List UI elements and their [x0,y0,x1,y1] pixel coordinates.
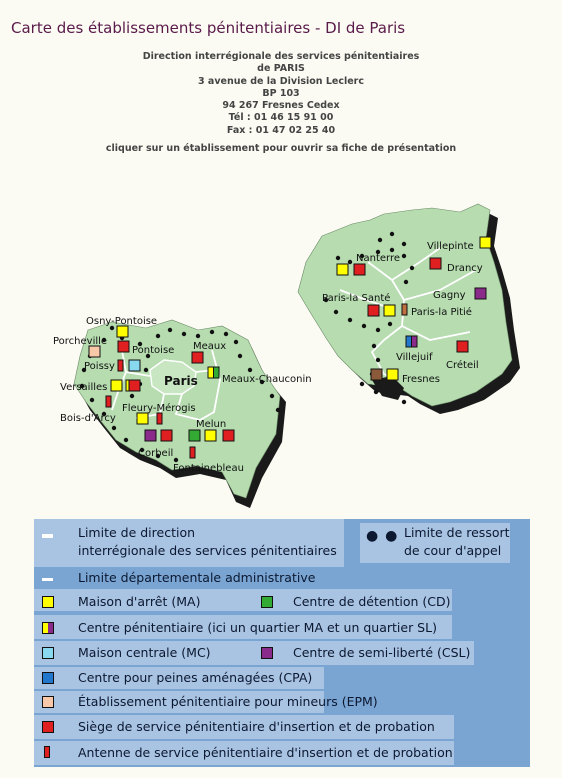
map-label-meaux: Meaux [193,341,227,352]
fax-number: Fax : 01 47 02 25 40 [226,124,336,136]
court-limit-symbol: ● ● [366,528,399,544]
map-label-corbeil: Corbeil [138,448,174,459]
map-label-villepinte: Villepinte [427,241,474,252]
spip-marker[interactable] [457,341,468,352]
direction-limit-symbol [42,534,53,538]
maison-arret-marker[interactable] [337,264,348,275]
legend-direction-line2: interrégionale des services pénitentiaires [78,543,337,558]
maison-arret-marker[interactable] [384,305,395,316]
establishment-poissy[interactable] [84,360,140,372]
legend-spip: Siège de service pénitentiaire d'insertion et de probation [78,719,435,734]
centre-detention-marker[interactable] [189,430,200,441]
antenne-marker[interactable] [106,396,111,407]
legend-departmental: Limite départementale administrative [78,570,316,585]
map-label-paris-pitie: Paris-la Pitié [411,307,472,318]
address-line: 3 avenue de la Division Leclerc [197,75,364,87]
cpa-swatch [42,672,54,684]
address-line: BP 103 [262,87,300,99]
legend-antenne: Antenne de service pénitentiaire d'insertion et de probation [78,745,453,760]
map-label-versailles: Versailles [60,382,108,393]
spip-marker[interactable] [129,380,140,391]
spip-marker[interactable] [354,264,365,275]
map-label-paris-sante: Paris-la Santé [322,293,391,304]
csl-swatch [261,647,273,659]
establishment-paris-pitie[interactable] [402,304,472,318]
map-label-fresnes: Fresnes [402,374,440,385]
maison-arret-marker[interactable] [137,413,148,424]
establishment-gagny[interactable] [433,288,486,301]
legend-ressort-line2: de cour d'appel [404,543,502,558]
centre-penitentiaire-marker-ma[interactable] [208,367,214,378]
instruction-text: cliquer sur un établissement pour ouvrir sa fiche de présentation [105,143,457,154]
maison-arret-marker[interactable] [205,430,216,441]
map-label-poissy: Poissy [84,361,115,372]
epm-swatch [42,696,54,708]
map-label-fontainebleau: Fontainebleau [173,463,244,474]
departmental-limit-symbol [42,578,53,581]
cd-marker[interactable] [371,369,382,380]
cp-swatch [42,622,54,634]
ma-swatch [42,596,54,608]
maison-arret-marker[interactable] [480,237,491,248]
spip-marker[interactable] [368,305,379,316]
epm-marker[interactable] [89,346,100,357]
cpa-marker-left[interactable] [406,336,412,347]
page-title: Carte des établissements pénitentiaires - DI de Paris [11,19,406,37]
legend-mc: Maison centrale (MC) [78,645,211,660]
map-label-pontoise: Pontoise [132,345,175,356]
antenne-marker[interactable] [190,447,195,458]
cpa-marker-right[interactable] [412,336,418,347]
csl-marker[interactable] [145,430,156,441]
establishment-porcheville[interactable] [53,336,107,357]
maison-arret-marker[interactable] [111,380,122,391]
legend-direction-line1: Limite de direction [78,525,196,540]
map-label-osny: Osny-Pontoise [86,316,158,327]
spip-marker[interactable] [118,341,129,352]
legend-ma: Maison d'arrêt (MA) [78,594,201,609]
spip-swatch [42,721,54,733]
map-label-melun: Melun [196,419,227,430]
map-label-bois-darcy: Bois-d'Arcy [60,413,116,424]
establishment-paris-label [164,374,198,388]
address-line: Direction interrégionale des services pénitentiaires [142,51,420,62]
map-label-porcheville: Porcheville [53,336,108,347]
map-label-paris: Paris [164,374,198,388]
spip-marker[interactable] [161,430,172,441]
antenne-marker[interactable] [157,413,162,424]
map-legend [34,519,530,767]
map-label-gagny: Gagny [433,290,466,301]
mc-swatch [42,647,54,659]
spip-marker[interactable] [223,430,234,441]
centre-penitentiaire-marker-sl[interactable] [214,367,220,378]
phone-number: Tél : 01 46 15 91 00 [228,112,334,124]
maison-arret-marker[interactable] [387,369,398,380]
spip-marker[interactable] [430,258,441,269]
cd-swatch [261,596,273,608]
map-label-nanterre: Nanterre [356,253,400,264]
maison-arret-marker[interactable] [117,326,128,337]
csl-marker[interactable] [475,288,486,299]
map-label-creteil: Créteil [446,360,479,371]
legend-epm: Établissement pénitentiaire pour mineurs (EPM) [78,694,378,709]
antenne-marker[interactable] [118,360,123,371]
legend-cp: Centre pénitentiaire (ici un quartier MA et un quartier SL) [78,620,437,635]
antenne-swatch [44,746,50,758]
address-line: 94 267 Fresnes Cedex [222,100,340,112]
map-label-drancy: Drancy [447,263,483,274]
antenne-marker[interactable] [402,304,407,315]
map-label-villejuif: Villejuif [396,352,433,363]
map-label-meaux-chauconin: Meaux-Chauconin [222,374,312,385]
legend-ressort-line1: Limite de ressort [404,525,510,540]
legend-cd: Centre de détention (CD) [293,594,451,609]
maison-centrale-marker[interactable] [129,360,140,371]
map-label-fleury: Fleury-Mérogis [122,403,196,414]
legend-csl: Centre de semi-liberté (CSL) [293,645,471,660]
establishment-versailles[interactable] [60,380,140,393]
address-line: de PARIS [257,63,305,75]
legend-cpa: Centre pour peines aménagées (CPA) [78,670,313,685]
spip-marker[interactable] [192,352,203,363]
